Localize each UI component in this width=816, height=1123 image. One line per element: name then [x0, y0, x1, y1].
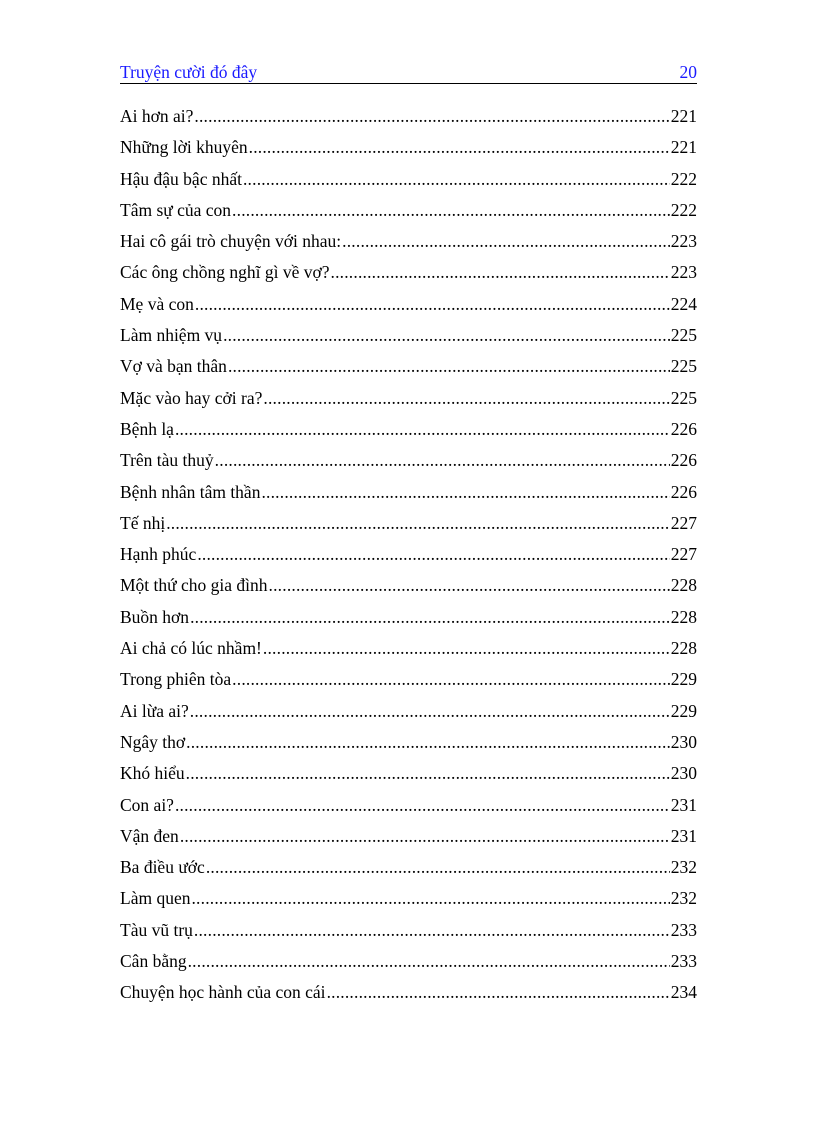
- toc-entry-page: 233: [670, 951, 697, 972]
- toc-entry-page: 228: [670, 606, 697, 627]
- toc-entry[interactable]: [120, 226, 697, 257]
- dot-leader: [197, 539, 669, 570]
- toc-entry-page: 229: [670, 700, 697, 721]
- toc-entry-page: 233: [670, 919, 697, 940]
- toc-entry-title: Buồn hơn: [120, 606, 190, 627]
- toc-entry-page: 223: [670, 262, 697, 283]
- toc-entry-title: Tàu vũ trụ: [120, 919, 193, 940]
- toc-entry-page: 232: [670, 857, 697, 878]
- toc-entry-title: Tâm sự của con: [120, 199, 232, 220]
- toc-entry-title: Ai hơn ai?: [120, 106, 194, 126]
- toc-entry-page: 234: [670, 982, 697, 1003]
- dot-leader: [261, 477, 669, 508]
- dot-leader: [191, 883, 669, 914]
- toc-entry[interactable]: [120, 539, 697, 570]
- dot-leader: [206, 852, 670, 883]
- toc-entry[interactable]: [120, 852, 697, 883]
- toc-entry[interactable]: [120, 602, 697, 633]
- toc-entry-page: 226: [670, 418, 697, 439]
- book-title: Truyện cười đó đây: [120, 62, 258, 82]
- toc-entry-page: 222: [670, 168, 697, 189]
- dot-leader: [195, 289, 670, 320]
- toc-entry-page: 230: [670, 731, 697, 752]
- toc-entry-page: 230: [670, 763, 697, 784]
- dot-leader: [194, 101, 669, 132]
- toc-entry[interactable]: [120, 445, 697, 476]
- dot-leader: [327, 977, 670, 1008]
- page-header: [120, 58, 697, 84]
- toc-entry[interactable]: [120, 883, 697, 914]
- table-of-contents: [120, 101, 697, 1009]
- toc-entry[interactable]: [120, 633, 697, 664]
- toc-entry[interactable]: [120, 164, 697, 195]
- toc-entry-page: 231: [670, 794, 697, 815]
- toc-entry[interactable]: [120, 320, 697, 351]
- toc-entry-page: 227: [670, 512, 697, 533]
- toc-entry[interactable]: [120, 257, 697, 288]
- toc-entry[interactable]: [120, 414, 697, 445]
- dot-leader: [215, 445, 670, 476]
- toc-entry[interactable]: [120, 758, 697, 789]
- toc-entry-title: Bệnh lạ: [120, 418, 174, 439]
- dot-leader: [263, 383, 669, 414]
- toc-entry-title: Hạnh phúc: [120, 544, 197, 565]
- dot-leader: [166, 508, 670, 539]
- toc-entry-title: Những lời khuyên: [120, 137, 248, 158]
- toc-entry-page: 229: [670, 669, 697, 690]
- toc-entry[interactable]: [120, 915, 697, 946]
- toc-entry-page: 228: [670, 638, 697, 659]
- toc-entry[interactable]: [120, 946, 697, 977]
- toc-entry-page: 224: [670, 293, 697, 314]
- toc-entry-title: Tế nhị: [120, 512, 166, 533]
- toc-entry-page: 231: [670, 825, 697, 846]
- toc-entry-title: Ai lừa ai?: [120, 700, 189, 721]
- dot-leader: [190, 602, 670, 633]
- toc-entry-title: Ba điều ước: [120, 857, 205, 878]
- dot-leader: [263, 633, 670, 664]
- toc-entry-page: 221: [670, 137, 697, 158]
- toc-entry[interactable]: [120, 195, 697, 226]
- dot-leader: [331, 257, 670, 288]
- dot-leader: [186, 758, 670, 789]
- toc-entry-page: 223: [670, 231, 697, 252]
- toc-entry[interactable]: [120, 977, 697, 1008]
- dot-leader: [342, 226, 670, 257]
- toc-entry[interactable]: [120, 664, 697, 695]
- toc-entry[interactable]: [120, 727, 697, 758]
- dot-leader: [175, 790, 670, 821]
- toc-entry-title: Trong phiên tòa: [120, 669, 232, 690]
- dot-leader: [269, 570, 670, 601]
- toc-entry[interactable]: [120, 383, 697, 414]
- toc-entry-title: Các ông chồng nghĩ gì về vợ?: [120, 262, 330, 283]
- toc-entry-title: Vợ và bạn thân: [120, 356, 227, 377]
- dot-leader: [186, 727, 670, 758]
- toc-entry-title: Mặc vào hay cởi ra?: [120, 387, 263, 408]
- toc-entry-page: 222: [670, 199, 697, 220]
- dot-leader: [190, 696, 670, 727]
- toc-entry-title: Hậu đậu bậc nhất: [120, 168, 242, 189]
- toc-entry[interactable]: [120, 790, 697, 821]
- dot-leader: [228, 351, 670, 382]
- toc-entry[interactable]: [120, 351, 697, 382]
- dot-leader: [194, 915, 670, 946]
- toc-entry-title: Bệnh nhân tâm thần: [120, 481, 261, 502]
- toc-entry-page: 228: [670, 575, 697, 596]
- toc-entry[interactable]: [120, 477, 697, 508]
- toc-entry-title: Vận đen: [120, 825, 179, 846]
- toc-entry[interactable]: [120, 101, 697, 132]
- toc-entry-page: 221: [670, 106, 697, 126]
- toc-entry[interactable]: [120, 570, 697, 601]
- toc-entry[interactable]: [120, 821, 697, 852]
- toc-entry-title: Một thứ cho gia đình: [120, 575, 268, 596]
- toc-entry-title: Làm nhiệm vụ: [120, 325, 223, 346]
- toc-entry-page: 225: [670, 356, 697, 377]
- toc-entry-page: 232: [670, 888, 697, 909]
- dot-leader: [180, 821, 670, 852]
- toc-entry[interactable]: [120, 289, 697, 320]
- toc-entry[interactable]: [120, 132, 697, 163]
- toc-entry-title: Chuyện học hành của con cái: [120, 982, 326, 1003]
- toc-entry-title: Làm quen: [120, 888, 191, 909]
- toc-entry-page: 226: [670, 450, 697, 471]
- dot-leader: [232, 664, 670, 695]
- dot-leader: [188, 946, 670, 977]
- toc-entry[interactable]: [120, 696, 697, 727]
- toc-entry-page: 225: [670, 387, 697, 408]
- dot-leader: [232, 195, 670, 226]
- toc-entry-title: Khó hiểu: [120, 763, 185, 784]
- toc-entry-page: 226: [670, 481, 697, 502]
- toc-entry-title: Cân bằng: [120, 951, 187, 972]
- toc-entry-page: 227: [670, 544, 697, 565]
- dot-leader: [249, 132, 670, 163]
- toc-entry-title: Mẹ và con: [120, 293, 194, 314]
- dot-leader: [175, 414, 670, 445]
- page-number: 20: [679, 62, 697, 82]
- toc-entry-title: Trên tàu thuỷ: [120, 450, 214, 471]
- toc-entry[interactable]: [120, 508, 697, 539]
- toc-entry-title: Ai chả có lúc nhầm!: [120, 638, 262, 659]
- dot-leader: [243, 164, 670, 195]
- dot-leader: [223, 320, 670, 351]
- toc-entry-page: 225: [670, 325, 697, 346]
- toc-entry-title: Con ai?: [120, 794, 174, 815]
- toc-entry-title: Hai cô gái trò chuyện với nhau:: [120, 231, 342, 252]
- toc-entry-title: Ngây thơ: [120, 731, 186, 752]
